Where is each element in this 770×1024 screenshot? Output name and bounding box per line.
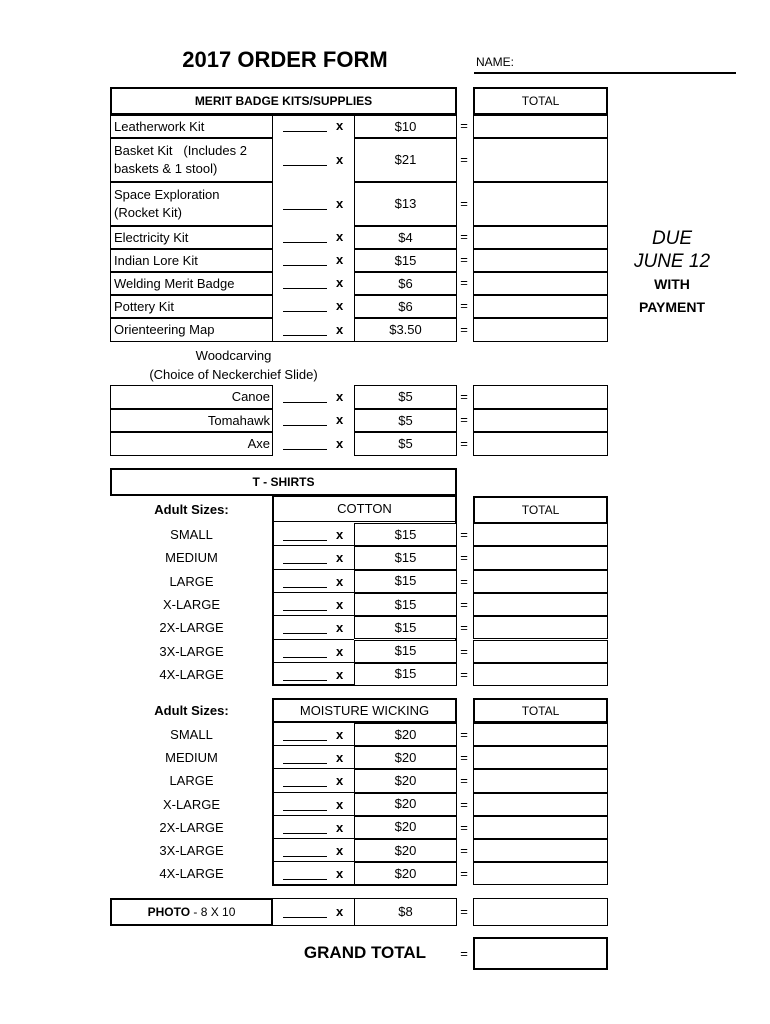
times-symbol: x bbox=[336, 666, 344, 682]
times-symbol: x bbox=[336, 152, 344, 167]
kit-label-line2: baskets & 1 stool) bbox=[114, 161, 218, 176]
kit-label-text: Welding Merit Badge bbox=[114, 275, 235, 291]
photo-label-rest: - 8 X 10 bbox=[190, 905, 236, 919]
quantity-field[interactable] bbox=[273, 842, 354, 860]
quantity-field[interactable] bbox=[273, 388, 354, 406]
size-label: MEDIUM bbox=[165, 750, 218, 766]
photo-label-bold: PHOTO bbox=[147, 905, 191, 919]
total-field[interactable] bbox=[473, 409, 608, 432]
times-symbol: x bbox=[336, 904, 344, 919]
total-field[interactable] bbox=[473, 138, 608, 182]
equals-sign: = bbox=[460, 773, 468, 789]
due-note bbox=[620, 227, 724, 319]
quantity-field[interactable] bbox=[273, 321, 354, 339]
quantity-field[interactable] bbox=[273, 619, 354, 637]
quantity-field[interactable] bbox=[273, 297, 354, 315]
kit-label-text: Orienteering Map bbox=[114, 322, 215, 337]
kit-label bbox=[110, 226, 273, 249]
total-field[interactable] bbox=[473, 546, 608, 569]
kit-label bbox=[110, 295, 273, 318]
quantity-field[interactable] bbox=[273, 573, 354, 591]
name-field-line[interactable] bbox=[474, 72, 736, 74]
times-symbol: x bbox=[336, 819, 344, 835]
quantity-field[interactable] bbox=[273, 666, 354, 684]
equals-sign: = bbox=[460, 843, 468, 858]
woodcarving-label bbox=[110, 409, 273, 432]
tshirt-price: $20 bbox=[354, 839, 457, 862]
total-field[interactable] bbox=[473, 249, 608, 272]
page-title: 2017 ORDER FORM bbox=[182, 47, 388, 72]
quantity-field[interactable] bbox=[273, 796, 354, 814]
row-divider bbox=[272, 545, 354, 546]
equals-sign: = bbox=[460, 436, 468, 451]
name-label: NAME: bbox=[476, 55, 515, 69]
kit-label bbox=[110, 272, 273, 295]
size-label: 2X-LARGE bbox=[159, 819, 224, 835]
woodcarving-title bbox=[110, 346, 357, 384]
kit-price: $10 bbox=[354, 115, 457, 138]
equals-sign: = bbox=[460, 750, 468, 766]
size-label: SMALL bbox=[170, 527, 213, 542]
times-symbol: x bbox=[336, 750, 344, 766]
size-label: 3X-LARGE bbox=[159, 643, 224, 659]
times-symbol: x bbox=[336, 118, 344, 133]
times-symbol: x bbox=[336, 643, 344, 659]
tshirt-price: $20 bbox=[354, 862, 457, 885]
equals-sign: = bbox=[460, 412, 468, 427]
row-divider bbox=[272, 662, 354, 663]
row-divider bbox=[272, 592, 354, 593]
kit-price: $6 bbox=[354, 272, 457, 295]
equals-sign: = bbox=[460, 322, 468, 337]
woodcarving-label-text: Axe bbox=[247, 436, 270, 451]
row-divider bbox=[272, 768, 354, 769]
times-symbol: x bbox=[336, 436, 344, 451]
woodcarving-title-line2: (Choice of Neckerchief Slide) bbox=[149, 367, 318, 382]
quantity-field[interactable] bbox=[273, 274, 354, 292]
tshirt-price: $15 bbox=[354, 570, 457, 593]
kit-price: $3.50 bbox=[354, 318, 457, 342]
due-note-line2: JUNE 12 bbox=[633, 251, 711, 272]
kit-label bbox=[110, 318, 273, 342]
total-field[interactable] bbox=[473, 640, 608, 663]
equals-sign: = bbox=[460, 550, 468, 566]
row-divider bbox=[272, 838, 354, 839]
kit-label-text: Leatherwork Kit bbox=[114, 118, 205, 134]
kit-label-line1: Basket Kit (Includes 2 bbox=[114, 143, 247, 158]
quantity-field[interactable] bbox=[273, 772, 354, 790]
equals-sign: = bbox=[460, 796, 468, 812]
equals-sign: = bbox=[460, 196, 468, 211]
kit-price: $13 bbox=[354, 182, 457, 226]
quantity-field[interactable] bbox=[273, 151, 354, 169]
size-label: X-LARGE bbox=[162, 796, 221, 812]
kit-price: $6 bbox=[354, 295, 457, 318]
kit-label bbox=[110, 138, 273, 182]
total-field[interactable] bbox=[473, 272, 608, 295]
size-label: 2X-LARGE bbox=[159, 620, 224, 636]
equals-sign: = bbox=[460, 527, 468, 542]
size-label: X-LARGE bbox=[162, 596, 221, 612]
times-symbol: x bbox=[336, 298, 344, 313]
tshirt-price: $15 bbox=[354, 546, 457, 569]
photo-price: $8 bbox=[354, 898, 457, 926]
row-divider bbox=[272, 792, 354, 793]
total-field[interactable] bbox=[473, 115, 608, 138]
kit-label bbox=[110, 249, 273, 272]
size-label: 4X-LARGE bbox=[159, 666, 224, 682]
kit-label-text: Electricity Kit bbox=[114, 229, 189, 245]
equals-sign: = bbox=[460, 596, 468, 612]
total-field[interactable] bbox=[473, 295, 608, 318]
times-symbol: x bbox=[336, 550, 344, 566]
times-symbol: x bbox=[336, 773, 344, 789]
times-symbol: x bbox=[336, 727, 344, 742]
wicking-total-header: TOTAL bbox=[473, 698, 608, 723]
woodcarving-label-text: Tomahawk bbox=[207, 412, 270, 428]
row-divider bbox=[272, 569, 354, 570]
tshirt-price: $20 bbox=[354, 746, 457, 769]
equals-sign: = bbox=[460, 229, 468, 244]
times-symbol: x bbox=[336, 275, 344, 290]
row-divider bbox=[272, 685, 354, 686]
times-symbol: x bbox=[336, 596, 344, 612]
woodcarving-price: $5 bbox=[354, 385, 457, 409]
tshirt-price: $15 bbox=[354, 593, 457, 616]
row-divider bbox=[272, 815, 354, 816]
total-field[interactable] bbox=[473, 839, 608, 862]
equals-sign: = bbox=[460, 152, 468, 167]
quantity-field[interactable] bbox=[273, 819, 354, 837]
equals-sign: = bbox=[460, 904, 468, 919]
kit-price: $15 bbox=[354, 249, 457, 272]
equals-sign: = bbox=[460, 252, 468, 267]
equals-sign: = bbox=[460, 620, 468, 636]
woodcarving-label-text: Canoe bbox=[231, 389, 270, 404]
due-note-line1: DUE bbox=[651, 228, 693, 249]
tshirt-price: $15 bbox=[354, 640, 457, 663]
kit-price: $21 bbox=[354, 138, 457, 182]
quantity-field[interactable] bbox=[273, 195, 354, 213]
total-field[interactable] bbox=[473, 663, 608, 686]
times-symbol: x bbox=[336, 527, 344, 542]
quantity-field[interactable] bbox=[273, 749, 354, 767]
row-divider bbox=[272, 884, 354, 885]
quantity-field[interactable] bbox=[273, 117, 354, 135]
times-symbol: x bbox=[336, 389, 344, 404]
cotton-sizes-label: Adult Sizes: bbox=[154, 502, 229, 517]
tshirt-price: $15 bbox=[354, 663, 457, 686]
size-label: 4X-LARGE bbox=[159, 866, 224, 882]
quantity-field[interactable] bbox=[273, 435, 354, 453]
row-divider bbox=[272, 615, 354, 616]
quantity-field[interactable] bbox=[273, 549, 354, 567]
row-divider bbox=[272, 639, 354, 640]
times-symbol: x bbox=[336, 229, 344, 244]
row-divider bbox=[272, 745, 354, 746]
kit-price: $4 bbox=[354, 226, 457, 249]
total-field[interactable] bbox=[473, 793, 608, 816]
times-symbol: x bbox=[336, 322, 344, 337]
total-field[interactable] bbox=[473, 862, 608, 885]
equals-sign: = bbox=[460, 298, 468, 313]
size-label: LARGE bbox=[169, 773, 214, 789]
quantity-field[interactable] bbox=[273, 643, 354, 661]
woodcarving-price: $5 bbox=[354, 409, 457, 432]
tshirt-price: $20 bbox=[354, 723, 457, 746]
total-field[interactable] bbox=[473, 769, 608, 792]
woodcarving-label bbox=[110, 432, 273, 456]
quantity-field[interactable] bbox=[273, 596, 354, 614]
total-field[interactable] bbox=[473, 523, 608, 546]
kit-label-line2: (Rocket Kit) bbox=[114, 205, 182, 220]
times-symbol: x bbox=[336, 412, 344, 427]
equals-sign: = bbox=[460, 727, 468, 742]
equals-sign: = bbox=[460, 389, 468, 404]
quantity-field[interactable] bbox=[273, 865, 354, 883]
tshirt-price: $15 bbox=[354, 523, 457, 546]
equals-sign: = bbox=[460, 866, 468, 882]
tshirt-price: $20 bbox=[354, 769, 457, 792]
times-symbol: x bbox=[336, 196, 344, 211]
kits-total-header: TOTAL bbox=[473, 87, 608, 115]
equals-sign: = bbox=[460, 275, 468, 290]
tshirt-price: $20 bbox=[354, 793, 457, 816]
kit-label bbox=[110, 182, 273, 226]
kit-label-line1: Space Exploration bbox=[114, 187, 220, 202]
due-note-line3: WITH bbox=[654, 276, 690, 292]
grand-total-field[interactable] bbox=[473, 937, 608, 970]
total-field[interactable] bbox=[473, 593, 608, 616]
woodcarving-label bbox=[110, 385, 273, 409]
times-symbol: x bbox=[336, 573, 344, 589]
times-symbol: x bbox=[336, 866, 344, 882]
total-field[interactable] bbox=[473, 226, 608, 249]
row-divider bbox=[272, 861, 354, 862]
total-field[interactable] bbox=[473, 570, 608, 593]
quantity-field[interactable] bbox=[273, 411, 354, 429]
total-field[interactable] bbox=[473, 898, 608, 926]
woodcarving-price: $5 bbox=[354, 432, 457, 456]
total-field[interactable] bbox=[473, 385, 608, 409]
tshirts-header: T - SHIRTS bbox=[110, 468, 457, 496]
times-symbol: x bbox=[336, 620, 344, 636]
tshirt-price: $15 bbox=[354, 616, 457, 639]
cotton-total-header: TOTAL bbox=[473, 496, 608, 524]
kit-label bbox=[110, 115, 273, 138]
kit-label-text: Pottery Kit bbox=[114, 298, 174, 314]
wicking-sizes-label: Adult Sizes: bbox=[154, 703, 229, 718]
size-label: SMALL bbox=[170, 727, 213, 742]
equals-sign: = bbox=[460, 819, 468, 835]
quantity-field[interactable] bbox=[273, 228, 354, 246]
due-note-line4: PAYMENT bbox=[638, 299, 706, 315]
wicking-header: MOISTURE WICKING bbox=[272, 698, 457, 723]
equals-sign: = bbox=[460, 946, 468, 961]
cotton-header: COTTON bbox=[272, 496, 457, 522]
quantity-field[interactable] bbox=[273, 251, 354, 269]
equals-sign: = bbox=[460, 118, 468, 133]
photo-qty-border bbox=[272, 898, 354, 926]
total-field[interactable] bbox=[473, 182, 608, 226]
total-field[interactable] bbox=[473, 616, 608, 639]
photo-label bbox=[110, 898, 273, 926]
total-field[interactable] bbox=[473, 816, 608, 839]
times-symbol: x bbox=[336, 796, 344, 812]
equals-sign: = bbox=[460, 666, 468, 682]
times-symbol: x bbox=[336, 843, 344, 858]
equals-sign: = bbox=[460, 573, 468, 589]
size-label: 3X-LARGE bbox=[159, 843, 224, 858]
times-symbol: x bbox=[336, 252, 344, 267]
total-field[interactable] bbox=[473, 432, 608, 456]
quantity-field[interactable] bbox=[273, 526, 354, 544]
kits-header: MERIT BADGE KITS/SUPPLIES bbox=[110, 87, 457, 115]
grand-total-label: GRAND TOTAL bbox=[303, 943, 427, 962]
total-field[interactable] bbox=[473, 723, 608, 746]
quantity-field[interactable] bbox=[273, 726, 354, 744]
total-field[interactable] bbox=[473, 746, 608, 769]
size-label: LARGE bbox=[169, 573, 214, 589]
total-field[interactable] bbox=[473, 318, 608, 342]
tshirt-price: $20 bbox=[354, 816, 457, 839]
kit-label-text: Indian Lore Kit bbox=[114, 252, 198, 268]
woodcarving-title-line1: Woodcarving bbox=[195, 348, 272, 363]
equals-sign: = bbox=[460, 643, 468, 659]
size-label: MEDIUM bbox=[165, 550, 218, 566]
